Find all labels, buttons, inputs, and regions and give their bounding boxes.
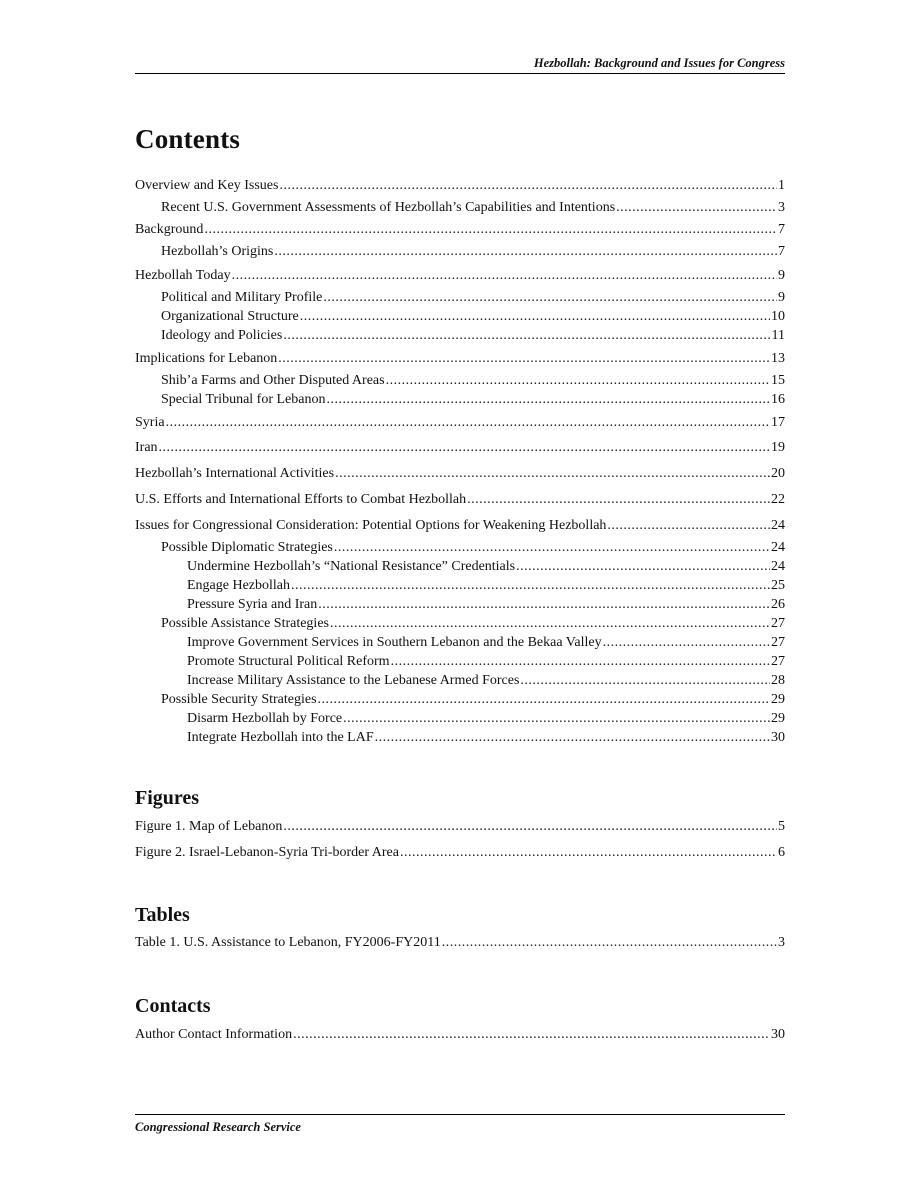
toc-entry-title: Integrate Hezbollah into the LAF — [187, 730, 374, 745]
toc-entry[interactable] — [135, 198, 785, 217]
toc-entry-page: 30 — [771, 730, 785, 745]
dot-leader — [278, 349, 770, 368]
dot-leader — [283, 817, 777, 836]
dot-leader — [603, 633, 770, 652]
dot-leader — [159, 438, 770, 457]
dot-leader — [386, 371, 770, 390]
toc-entry-title: Organizational Structure — [161, 309, 299, 324]
toc-entry-title: Increase Military Assistance to the Lebanese Armed Forces — [187, 673, 520, 688]
toc-entry-title: Hezbollah’s International Activities — [135, 466, 335, 481]
dot-leader — [326, 390, 770, 409]
running-footer: Congressional Research Service — [135, 1114, 785, 1135]
toc-entry[interactable] — [135, 490, 785, 509]
dot-leader — [318, 595, 770, 614]
toc-entry-page: 22 — [771, 492, 785, 507]
toc-entry[interactable] — [135, 557, 785, 576]
toc-entry-title: Shib’a Farms and Other Disputed Areas — [161, 373, 385, 388]
toc-entry[interactable] — [135, 288, 785, 307]
toc-entry[interactable] — [135, 671, 785, 690]
toc-entry-page: 19 — [771, 440, 785, 455]
toc-entry[interactable] — [135, 349, 785, 368]
toc-entry-title: Possible Security Strategies — [161, 692, 317, 707]
toc-entry[interactable] — [135, 595, 785, 614]
toc-entry-title: Disarm Hezbollah by Force — [187, 711, 343, 726]
table-entry[interactable] — [135, 933, 785, 952]
toc-entry-title: Iran — [135, 440, 158, 455]
contacts-heading: Contacts — [135, 995, 211, 1017]
dot-leader — [330, 614, 770, 633]
figure-entry-title: Figure 1. Map of Lebanon — [135, 819, 283, 834]
toc-entry-page: 24 — [771, 559, 785, 574]
figure-entry-title: Figure 2. Israel-Lebanon-Syria Tri-border Area — [135, 845, 399, 860]
dot-leader — [442, 933, 777, 952]
toc-entry-page: 11 — [771, 328, 785, 343]
dot-leader — [400, 843, 777, 862]
toc-entry-page: 27 — [771, 654, 785, 669]
toc-entry-page: 13 — [771, 351, 785, 366]
toc-entry-page: 16 — [771, 392, 785, 407]
toc-entry-title: Possible Diplomatic Strategies — [161, 540, 333, 555]
toc-entry-title: U.S. Efforts and International Efforts to Combat Hezbollah — [135, 492, 467, 507]
dot-leader — [520, 671, 770, 690]
contacts-list — [135, 1025, 785, 1047]
toc-entry-title: Political and Military Profile — [161, 290, 323, 305]
toc-entry-page: 24 — [771, 540, 785, 555]
dot-leader — [283, 326, 770, 345]
toc-entry-title: Special Tribunal for Lebanon — [161, 392, 326, 407]
toc-entry-title: Implications for Lebanon — [135, 351, 278, 366]
toc-entry[interactable] — [135, 413, 785, 432]
toc-entry-title: Hezbollah’s Origins — [161, 244, 274, 259]
tables-heading: Tables — [135, 904, 190, 926]
dot-leader — [166, 413, 770, 432]
toc-entry[interactable] — [135, 709, 785, 728]
dot-leader — [334, 538, 770, 557]
dot-leader — [204, 220, 777, 239]
toc-entry[interactable] — [135, 652, 785, 671]
toc-entry-page: 3 — [778, 200, 785, 215]
toc-entry-title: Issues for Congressional Consideration: Potential Options for Weakening Hezbollah — [135, 518, 607, 533]
dot-leader — [335, 464, 770, 483]
toc-entry-page: 26 — [771, 597, 785, 612]
toc-entry-title: Ideology and Policies — [161, 328, 283, 343]
dot-leader — [293, 1025, 770, 1044]
dot-leader — [375, 728, 770, 747]
toc-entry-page: 29 — [771, 692, 785, 707]
toc-entry[interactable] — [135, 176, 785, 195]
toc-entry-page: 28 — [771, 673, 785, 688]
toc-entry[interactable] — [135, 633, 785, 652]
figures-heading: Figures — [135, 787, 200, 809]
toc-entry-page: 27 — [771, 616, 785, 631]
contents-list — [135, 176, 785, 756]
toc-entry-title: Syria — [135, 415, 165, 430]
toc-entry[interactable] — [135, 390, 785, 409]
toc-entry-page: 17 — [771, 415, 785, 430]
dot-leader — [616, 198, 777, 217]
dot-leader — [318, 690, 770, 709]
dot-leader — [391, 652, 770, 671]
toc-entry-title: Undermine Hezbollah’s “National Resistance” Credentials — [187, 559, 516, 574]
figure-entry-page: 5 — [778, 819, 785, 834]
dot-leader — [343, 709, 770, 728]
toc-entry[interactable] — [135, 438, 785, 457]
toc-entry-title: Possible Assistance Strategies — [161, 616, 329, 631]
toc-entry-page: 7 — [778, 244, 785, 259]
toc-entry-title: Overview and Key Issues — [135, 178, 279, 193]
table-entry-title: Table 1. U.S. Assistance to Lebanon, FY2006-FY2011 — [135, 935, 441, 950]
toc-entry[interactable] — [135, 538, 785, 557]
dot-leader — [274, 242, 777, 261]
dot-leader — [291, 576, 770, 595]
toc-entry[interactable] — [135, 371, 785, 390]
toc-entry-page: 10 — [771, 309, 785, 324]
contents-heading: Contents — [135, 124, 241, 154]
figures-list — [135, 817, 785, 865]
dot-leader — [323, 288, 777, 307]
toc-entry-title: Hezbollah Today — [135, 268, 231, 283]
toc-entry-page: 24 — [771, 518, 785, 533]
contact-entry[interactable] — [135, 1025, 785, 1044]
toc-entry-page: 29 — [771, 711, 785, 726]
dot-leader — [516, 557, 770, 576]
toc-entry-page: 15 — [771, 373, 785, 388]
toc-entry[interactable] — [135, 464, 785, 483]
toc-entry-page: 20 — [771, 466, 785, 481]
toc-entry-page: 1 — [778, 178, 785, 193]
dot-leader — [279, 176, 777, 195]
figure-entry-page: 6 — [778, 845, 785, 860]
toc-entry-title: Recent U.S. Government Assessments of Hezbollah’s Capabilities and Intentions — [161, 200, 616, 215]
dot-leader — [232, 266, 777, 285]
figure-entry[interactable] — [135, 817, 785, 836]
toc-entry[interactable] — [135, 220, 785, 239]
toc-entry[interactable] — [135, 242, 785, 261]
toc-entry-page: 9 — [778, 290, 785, 305]
dot-leader — [300, 307, 770, 326]
running-header: Hezbollah: Background and Issues for Congress — [135, 56, 785, 74]
toc-entry-page: 9 — [778, 268, 785, 283]
table-entry-page: 3 — [778, 935, 785, 950]
figure-entry[interactable] — [135, 843, 785, 862]
dot-leader — [607, 516, 770, 535]
contact-entry-page: 30 — [771, 1027, 785, 1042]
toc-entry-title: Promote Structural Political Reform — [187, 654, 390, 669]
toc-entry[interactable] — [135, 307, 785, 326]
toc-entry-page: 27 — [771, 635, 785, 650]
tables-list — [135, 933, 785, 955]
dot-leader — [467, 490, 770, 509]
toc-entry[interactable] — [135, 690, 785, 709]
toc-entry[interactable] — [135, 326, 785, 345]
toc-entry[interactable] — [135, 728, 785, 747]
toc-entry-title: Improve Government Services in Southern Lebanon and the Bekaa Valley — [187, 635, 602, 650]
toc-entry[interactable] — [135, 266, 785, 285]
toc-entry[interactable] — [135, 614, 785, 633]
toc-entry-title: Background — [135, 222, 204, 237]
toc-entry-page: 25 — [771, 578, 785, 593]
toc-entry-title: Engage Hezbollah — [187, 578, 291, 593]
toc-entry[interactable] — [135, 576, 785, 595]
toc-entry-title: Pressure Syria and Iran — [187, 597, 318, 612]
toc-entry-page: 7 — [778, 222, 785, 237]
toc-entry[interactable] — [135, 516, 785, 535]
contact-entry-title: Author Contact Information — [135, 1027, 293, 1042]
